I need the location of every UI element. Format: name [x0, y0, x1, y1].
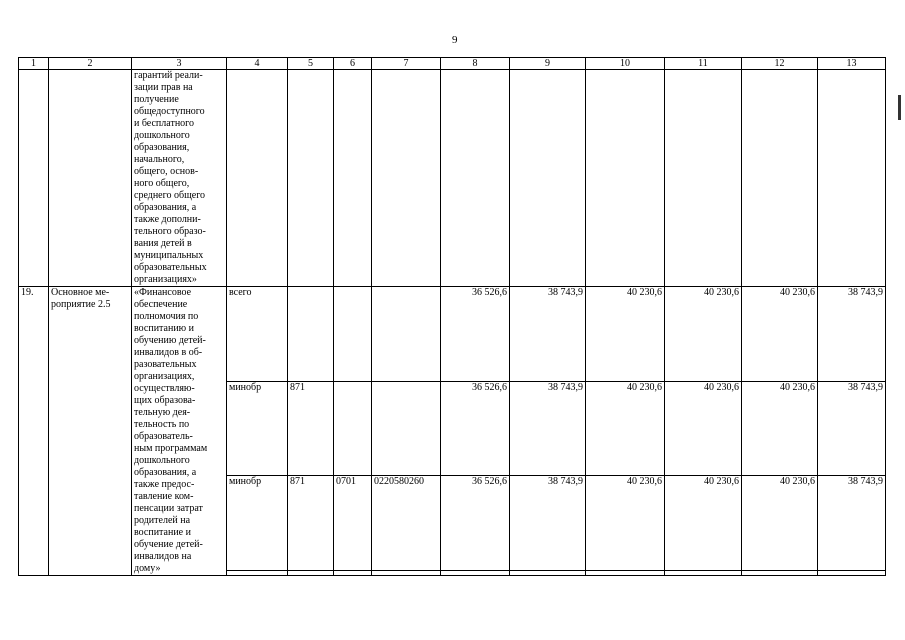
text-line: разовательных	[134, 359, 197, 370]
scan-edge-mark	[898, 95, 901, 120]
target-code-cell	[372, 287, 441, 382]
text-line: образования,	[134, 142, 190, 153]
table-cell	[586, 571, 665, 576]
description-cell	[132, 70, 227, 287]
table-cell	[441, 70, 510, 287]
text-line: среднего общего	[134, 190, 206, 201]
amount-cell: 38 743,9	[818, 476, 886, 571]
col-header: 1	[19, 58, 49, 70]
amount-cell: 40 230,6	[665, 287, 742, 382]
amount-cell: 38 743,9	[510, 381, 586, 476]
table-cell	[818, 571, 886, 576]
text-line: тельную дея-	[134, 407, 191, 418]
amount-cell: 36 526,6	[441, 476, 510, 571]
amount-cell: 40 230,6	[742, 287, 818, 382]
section-code-cell: 0701	[334, 476, 372, 571]
ministry-code-cell: 871	[288, 476, 334, 571]
table-cell	[818, 70, 886, 287]
table-cell	[288, 70, 334, 287]
text-line: общедоступного	[134, 106, 205, 117]
text-line: полномочия по	[134, 311, 199, 322]
text-line: также дополни-	[134, 214, 201, 225]
target-code-cell	[372, 381, 441, 476]
amount-cell: 38 743,9	[818, 381, 886, 476]
text-line: муниципальных	[134, 250, 204, 261]
text-line: гарантий реали-	[134, 70, 203, 81]
section-code-cell	[334, 287, 372, 382]
col-header: 13	[818, 58, 886, 70]
table-cell	[742, 70, 818, 287]
text-line: родителей на	[134, 515, 191, 526]
budget-source-cell: минобр	[227, 476, 288, 571]
text-line: тельного образо-	[134, 226, 206, 237]
text-line: образовательных	[134, 262, 207, 273]
amount-cell: 40 230,6	[586, 476, 665, 571]
amount-cell: 40 230,6	[665, 476, 742, 571]
text-line: также предос-	[134, 479, 195, 490]
text-line: обеспечение	[134, 299, 188, 310]
col-header: 12	[742, 58, 818, 70]
table-cell	[510, 571, 586, 576]
table-cell	[510, 70, 586, 287]
col-header: 11	[665, 58, 742, 70]
amount-cell: 38 743,9	[818, 287, 886, 382]
text-line: ным программам	[134, 443, 208, 454]
text-line: воспитанию и	[134, 323, 194, 334]
table-cell	[742, 571, 818, 576]
col-header: 8	[441, 58, 510, 70]
table-row-total	[19, 287, 886, 382]
row-number-cell: 19.	[19, 287, 49, 576]
table-cell	[288, 571, 334, 576]
amount-cell: 40 230,6	[742, 476, 818, 571]
ministry-code-cell	[288, 287, 334, 382]
amount-cell: 40 230,6	[742, 381, 818, 476]
header-row	[19, 58, 886, 70]
text-line: воспитание и	[134, 527, 191, 538]
table-cell	[441, 571, 510, 576]
table-cell	[334, 571, 372, 576]
text-line: дому»	[134, 563, 161, 574]
text-line: получение	[134, 94, 179, 105]
text-line: щих образова-	[134, 395, 196, 406]
section-code-cell	[334, 381, 372, 476]
table-cell	[665, 70, 742, 287]
table-row-continuation	[19, 70, 886, 287]
table-cell	[334, 70, 372, 287]
col-header: 3	[132, 58, 227, 70]
activity-cell	[49, 287, 132, 576]
text-line: дошкольного	[134, 455, 190, 466]
table-cell	[372, 70, 441, 287]
table-cell	[49, 70, 132, 287]
text-line: Основное ме-	[51, 287, 110, 298]
text-line: осуществляю-	[134, 383, 195, 394]
budget-table	[18, 57, 886, 576]
text-line: роприятие 2.5	[51, 299, 111, 310]
table-cell	[227, 571, 288, 576]
table-cell	[665, 571, 742, 576]
amount-cell: 36 526,6	[441, 381, 510, 476]
table-cell	[586, 70, 665, 287]
table-cell	[19, 70, 49, 287]
description-cell	[132, 287, 227, 576]
text-line: и бесплатного	[134, 118, 195, 129]
amount-cell: 38 743,9	[510, 476, 586, 571]
target-code-cell: 0220580260	[372, 476, 441, 571]
text-line: пенсации затрат	[134, 503, 203, 514]
col-header: 2	[49, 58, 132, 70]
text-line: тельность по	[134, 419, 190, 430]
text-line: инвалидов на	[134, 551, 192, 562]
text-line: «Финансовое	[134, 287, 192, 298]
amount-cell: 40 230,6	[586, 287, 665, 382]
text-line: зации прав на	[134, 82, 193, 93]
text-line: общего, основ-	[134, 166, 199, 177]
col-header: 9	[510, 58, 586, 70]
text-line: образователь-	[134, 431, 193, 442]
text-line: образования, а	[134, 202, 197, 213]
amount-cell: 40 230,6	[586, 381, 665, 476]
text-line: обучение детей-	[134, 539, 203, 550]
amount-cell: 38 743,9	[510, 287, 586, 382]
text-line: вания детей в	[134, 238, 192, 249]
budget-source-cell: минобр	[227, 381, 288, 476]
table-cell	[227, 70, 288, 287]
col-header: 4	[227, 58, 288, 70]
col-header: 6	[334, 58, 372, 70]
text-line: инвалидов в об-	[134, 347, 203, 358]
budget-source-cell: всего	[227, 287, 288, 382]
text-line: образования, а	[134, 467, 197, 478]
ministry-code-cell: 871	[288, 381, 334, 476]
col-header: 7	[372, 58, 441, 70]
text-line: дошкольного	[134, 130, 190, 141]
amount-cell: 40 230,6	[665, 381, 742, 476]
text-line: обучению детей-	[134, 335, 206, 346]
page-number: 9	[452, 34, 458, 46]
col-header: 5	[288, 58, 334, 70]
text-line: тавление ком-	[134, 491, 194, 502]
text-line: организациях,	[134, 371, 195, 382]
table-cell	[372, 571, 441, 576]
text-line: ного общего,	[134, 178, 190, 189]
text-line: начального,	[134, 154, 185, 165]
text-line: организациях»	[134, 274, 197, 285]
amount-cell: 36 526,6	[441, 287, 510, 382]
col-header: 10	[586, 58, 665, 70]
